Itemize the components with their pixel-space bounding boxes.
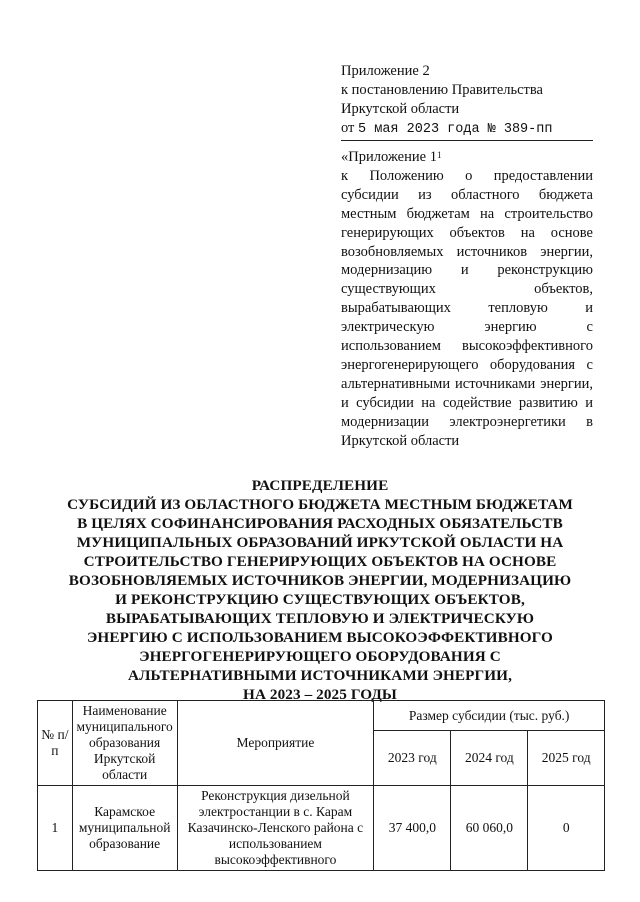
- appendix-header-line: к постановлению Правительства: [341, 82, 543, 98]
- title-line: ВОЗОБНОВЛЯЕМЫХ ИСТОЧНИКОВ ЭНЕРГИИ, МОДЕРНИЗАЦИЮ: [68, 572, 572, 589]
- header-year-2025: 2025 год: [528, 731, 605, 786]
- title-line: НА 2023 – 2025 ГОДЫ: [243, 686, 397, 703]
- header-no: № п/п: [38, 701, 73, 786]
- cell-2024: 60 060,0: [451, 786, 528, 871]
- subsidy-table: [37, 700, 605, 871]
- title-line: СУБСИДИЙ ИЗ ОБЛАСТНОГО БЮДЖЕТА МЕСТНЫМ БЮДЖЕТАМ: [67, 496, 573, 513]
- cell-no: 1: [38, 786, 73, 871]
- header-activity: Мероприятие: [177, 701, 374, 786]
- title-line: АЛЬТЕРНАТИВНЫМИ ИСТОЧНИКАМИ ЭНЕРГИИ,: [128, 667, 512, 684]
- title-line: ЭНЕРГОГЕНЕРИРУЮЩЕГО ОБОРУДОВАНИЯ С: [139, 648, 501, 665]
- title-line: РАСПРЕДЕЛЕНИЕ: [251, 477, 389, 494]
- table-header-row: [38, 701, 605, 731]
- cell-2023: 37 400,0: [374, 786, 451, 871]
- resolution-date-line: [341, 119, 593, 141]
- date-prefix: от: [341, 120, 355, 136]
- appendix-header-line: Иркутской области: [341, 101, 460, 117]
- title-line: СТРОИТЕЛЬСТВО ГЕНЕРИРУЮЩИХ ОБЪЕКТОВ НА ОСНОВЕ: [83, 553, 557, 570]
- appendix-header-line: Приложение 2: [341, 63, 430, 79]
- appendix-header: [341, 62, 593, 141]
- cell-2025: 0: [528, 786, 605, 871]
- document-title: [40, 476, 600, 704]
- table-row: [38, 786, 605, 871]
- appendix-1-superscript: 1: [436, 150, 442, 160]
- title-line: МУНИЦИПАЛЬНЫХ ОБРАЗОВАНИЙ ИРКУТСКОЙ ОБЛАСТИ НА: [76, 534, 564, 551]
- title-line: В ЦЕЛЯХ СОФИНАНСИРОВАНИЯ РАСХОДНЫХ ОБЯЗАТЕЛЬСТВ: [77, 515, 563, 532]
- title-line: ЭНЕРГИЮ С ИСПОЛЬЗОВАНИЕМ ВЫСОКОЭФФЕКТИВНОГО: [87, 629, 553, 646]
- header-subsidy-size: Размер субсидии (тыс. руб.): [374, 701, 605, 731]
- cell-activity: Реконструкция дизельной электростанции в с. Карам Казачинско-Ленского района с использованием высокоэффективного: [177, 786, 374, 871]
- title-line: И РЕКОНСТРУКЦИЮ СУЩЕСТВУЮЩИХ ОБЪЕКТОВ,: [115, 591, 525, 608]
- header-year-2023: 2023 год: [374, 731, 451, 786]
- appendix-1-reference: [341, 148, 593, 451]
- appendix-1-title: «Приложение $1^1$: [341, 149, 442, 165]
- header-municipality: Наименование муниципального образования Иркутской области: [72, 701, 177, 786]
- appendix-1-body: к Положению о предоставлении субсидии из областного бюджета местным бюджетам на строительство генерирующих объектов на основе возобновляемых источников энергии, модернизацию и реконструкцию существующих объектов, вырабатывающих тепловую и электрическую энергию с использованием высокоэффективного энергогенерирующего оборудования с альтернативными источниками энергии, и субсидии на содействие развитию и модернизации электроэнергетики в Иркутской области: [341, 167, 593, 449]
- resolution-date: 5 мая 2023 года № 389-пп: [358, 122, 553, 137]
- title-line: ВЫРАБАТЫВАЮЩИХ ТЕПЛОВУЮ И ЭЛЕКТРИЧЕСКУЮ: [105, 610, 535, 627]
- cell-municipality: Карамское муниципальной образование: [72, 786, 177, 871]
- header-year-2024: 2024 год: [451, 731, 528, 786]
